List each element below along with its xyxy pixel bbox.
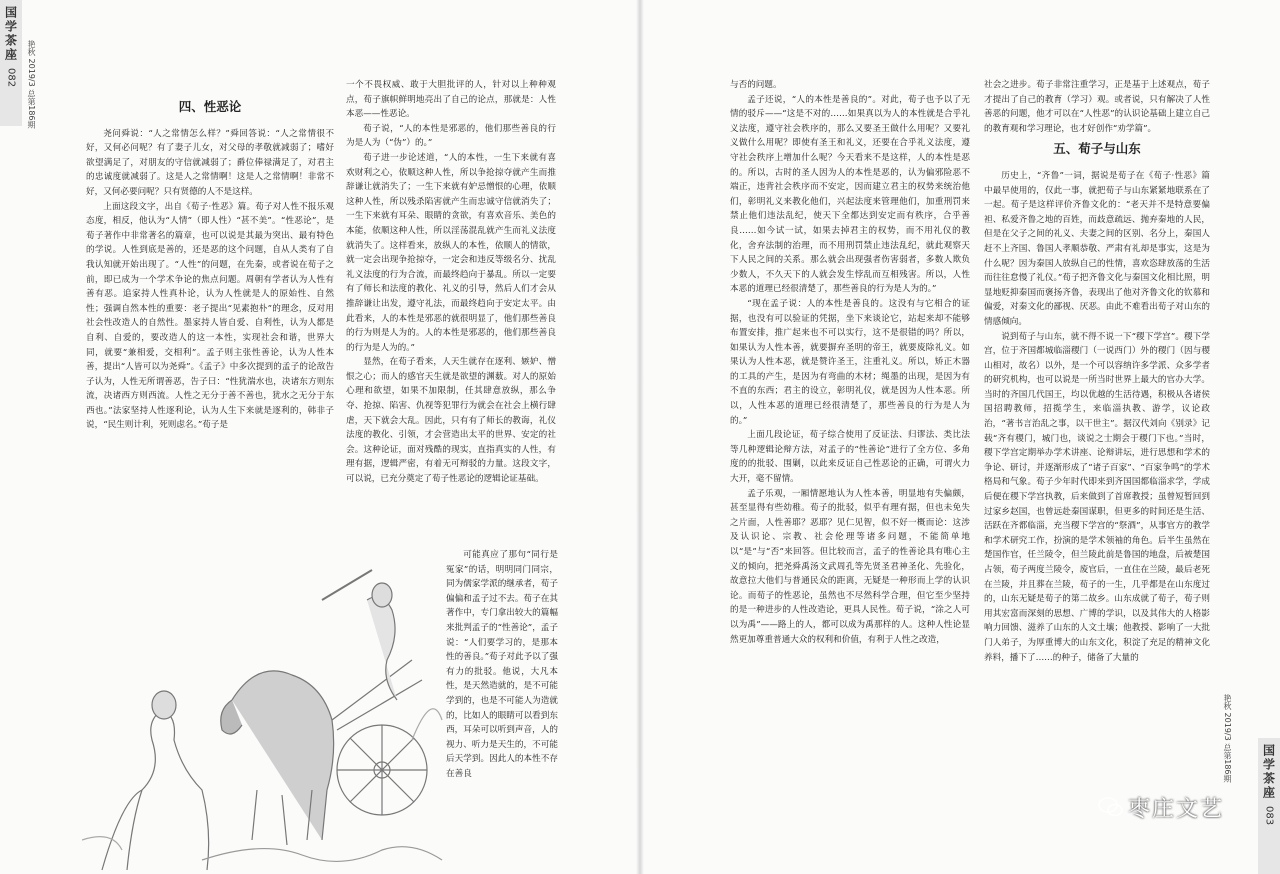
text-column-4 — [984, 78, 1210, 874]
right-issue-info: 艳秋 2019/3 总第186期 — [1223, 694, 1232, 783]
left-issue-info: 艳秋 2019/3 总第186期 — [27, 40, 36, 129]
paragraph: “现在孟子说：人的本性是善良的。这没有与它相合的证据，也没有可以验证的凭据，坐下来谈论它，站起来却不能够布置安排，推广起来也不可以实行，这不是很错的吗？所以，如果认为人性本善，就要摒弃圣明的帝王，就要废除礼义。如果认为人性本恶，就是赞许圣王，注重礼义。所以，矫正木器的工具的产生，是因为有弯曲的木材；绳墨的出现，是因为有不直的东西；君主的设立，彰明礼仪，就是因为人性本恶。所以，人性本恶的道理已经很清楚了，那些善良的行为是人为的。” — [730, 298, 970, 426]
text-column-1 — [86, 94, 334, 564]
right-tab-title: 国学茶座 — [1261, 744, 1276, 800]
paragraph: 上面这段文字，出自《荀子·性恶》篇。荀子对人性不报乐观态度，相反，他认为“人情”（即人性）“甚不美”。“性恶论”，是荀子著作中非常著名的篇章，也可以说是其最为突出、最有特色的学说。人性到底是善的，还是恶的这个问题，自从人类有了自我认知就开始出现了。“人性”的问题，在先秦，或者说在荀子之前，即已成为一个学术争论的焦点问题。周朝有学者认为人性有善有恶。追家持人性真朴论，认为人性就是人的原始性、自然性；强调自然本性的重要：老子提出“见素抱朴”的理念，反对用社会性改造人的自然性。墨家持人皆自爱、自利性，认为人都是自利、自爱的，要改造人的这一本性，实现社会和谐，世界大同，就要“兼相爱，交相利”。孟子则主张性善论，认为人性本善，提出“人皆可以为尧舜”。《孟子》中多次提到的孟子的论敌告子认为，人性无所谓善恶，告子曰：“性犹湍水也，决诸东方则东流，决诸西方则西流。人性之无分于善不善也，犹水之无分于东西也。”法家坚持人性逐利论，认为人生下来就是逐利的，韩非子说，“民生则计利，死则虑名。”荀子是 — [86, 201, 334, 431]
paragraph: 说到荀子与山东，就不得不说一下“稷下学宫”。稷下学宫，位于齐国都城临淄稷门（一说西门）外的稷门（因与稷山相对，故名）以外，是一个可以容纳许多学派、众多学者的研究机构，也可以说是一所当时世界上最大的官办大学。当时的齐国几代国王，均以优越的生活待遇，积极从各诸侯国招聘教师，招揽学生，来临淄执教、游学，议论政治，“著书言治乱之事，以干世主”。据汉代刘向《别录》记载“齐有稷门，城门也，谈说之士期会于稷门下也。”当时，稷下学宫定期举办学术讲座、论辩讲坛，进行思想和学术的争论、研讨，并逐渐形成了“诸子百家”、“百家争鸣”的学术格局和气象。荀子少年时代即来到齐国国都临淄求学，学成后便在稷下学宫执教，后来做到了首席教授；虽曾短暂回到过家乡赵国，也曾远赴秦国谋职，但更多的时间还是生活、活跃在齐都临淄，充当稷下学宫的“祭酒”，从事官方的教学和学术研究工作，扮演的是学术领袖的角色。后半生虽然在楚国作官，任兰陵令，但兰陵此前是鲁国的地盘，后被楚国占领，荀子两度兰陵令，废官后，一直住在兰陵，最后老死在兰陵，并且葬在兰陵，荀子的一生，几乎都是在山东度过的，山东无疑是荀子的第二故乡。山东成就了荀子，荀子则用其宏富而深刻的思想、广博的学识，以及其伟大的人格影响力回馈、滋养了山东的人文土壤；他教授、影响了一大批门人弟子，为厚重博大的山东文化，积淀了充足的精神文化养料，播下了……的种子，储备了大量的 — [984, 331, 1210, 663]
text-column-2 — [346, 78, 556, 548]
ink-illustration-horse-cart — [82, 540, 447, 874]
watermark-text: 枣庄文艺 — [1128, 797, 1225, 822]
wechat-logo-icon — [1098, 796, 1124, 818]
section-5-heading: 五、荀子与山东 — [1053, 141, 1141, 157]
text-column-2-lower — [446, 548, 558, 874]
paragraph: 可能真应了那句“同行是冤家”的话，明明同门同宗，同为儒家学派的继承者，荀子偏偏和孟子过不去。荀子在其著作中，专门拿出较大的篇幅来批判孟子的“性善论”，孟子说：“人们要学习的，是那本性的善良。”荀子对此予以了强有力的批驳。他说，大凡本性，是天然造就的，是不可能学到的，也是不可能人为造就的，比如人的眼睛可以看到东西，耳朵可以听到声音，人的视力、听力是天生的，不可能后天学到。因此人的本性不存在善良 — [446, 550, 558, 779]
section-4-heading: 四、性恶论 — [178, 99, 242, 114]
left-page-number: 082 — [5, 68, 17, 88]
paragraph: 与否的问题。 — [730, 80, 782, 90]
paragraph: 孟子乐观，一厢情愿地认为人性本善，明显地有失偏颇，甚至显得有些幼稚。荀子的批驳，似乎有理有据，但也未免失之片面，人性善耶？恶耶？见仁见智，似不好一概而论：这涉及认识论、宗教、社会伦理等诸多问题，不能简单地以“是”与“否”来回答。但比较而言，孟子的性善论具有唯心主义的倾向，把尧舜禹汤文武周孔等先贤圣君神圣化、先验化，故意拉大他们与普通民众的距离，无疑是一种形而上学的认识论。而荀子的性恶论，虽然也不尽然科学合理，但它至少坚持的是一种进步的人性改造论，更具人民性。荀子说，“涂之人可以为禹”——路上的人，都可以成为禹那样的人。这种人性论显然更加尊重普通大众的权利和价值，有利于人性之改造， — [730, 488, 970, 645]
paragraph: 社会之进步。荀子非常注重学习，正是基于上述观点，荀子才提出了自己的教育（学习）观。或者说，只有解决了人性善恶的问题，他才可以在“人性恶”的认识论基础上建立自己的教育观和学习理论，也才好创作“劝学篇”。 — [984, 80, 1210, 134]
right-page-tab — [1258, 738, 1280, 874]
paragraph: 显然，在荀子看来，人天生就存在逐利、嫉妒、憎恨之心；而人的感官天生就是欲望的渊薮。对人的原始心理和欲望，如果不加限制，任其肆意放纵，那么争夺、抢掠、陷害、仇视等犯罪行为就会在社会上横行肆虐，天下就会大乱。因此，只有有了师长的教诲，礼仪法度的教化、引领，才会营造出太平的世界、安定的社会。这种论证，面对残酷的现实，直指真实的人性，有理有据，逻辑严密，有着无可辩驳的力量。这段文字，可以说，已充分奠定了荀子性恶论的逻辑论证基础。 — [346, 357, 556, 485]
paragraph: 荀子进一步论述道，“人的本性，一生下来就有喜欢财利之心，依顺这种人性，所以争抢掠夺就产生而推辞谦让就消失了；一生下来就有妒忌憎恨的心理，依顺这种人性，所以残杀陷害就产生而忠诚守信就消失了；一生下来就有耳朵、眼睛的贪欲，有喜欢音乐、美色的本能，依顺这种人性，所以淫荡混乱就产生而礼义法度就消失了。这样看来，放纵人的本性，依顺人的情欲，就一定会出现争抢掠夺，一定会和违反等级名分、扰乱礼义法度的行为合流，而最终趋向于暴乱。所以一定要有了师长和法度的教化、礼义的引导，然后人们才会从推辞谦让出发，遵守礼法，而最终趋向于安定太平。由此看来，人的本性是邪恶的就很明显了，他们那些善良的行为则是人为的。人的本性是邪恶的，他们那些善良的行为是人为的。” — [346, 152, 556, 353]
right-page-number: 083 — [1263, 806, 1275, 826]
page-gutter — [636, 0, 644, 874]
left-tab-title: 国学茶座 — [3, 6, 18, 62]
text-column-3 — [730, 78, 970, 874]
paragraph: 一个不畏权威、敢于大胆批评的人，针对以上种种观点，荀子旗帜鲜明地亮出了自己的论点，那就是：人性本恶——性恶论。 — [346, 80, 556, 120]
left-page-tab — [0, 0, 22, 126]
paragraph: 上面几段论证，荀子综合使用了反证法、归谬法、类比法等几种逻辑论辩方法，对孟子的“性善论”进行了全方位、多角度的的批驳、围剿，以此来反证自己性恶论的正确，可谓火力大开，毫不留情。 — [730, 430, 970, 485]
paragraph: 孟子还说，“人的本性是善良的”。对此，荀子也予以了无情的驳斥——“这是不对的……如果真以为人的本性就是合乎礼义法度，遵守社会秩序的，那么又要圣王做什么用呢？又要礼义做什么用呢？即使有圣王和礼义，还要在合乎礼义法度，遵守社会秩序上增加什么呢？今天看来不是这样，人的本性是恶的。所以，古时的圣人因为人的本性是恶的，认为偏邪险恶不端正，违背社会秩序而不安定，因而建立君主的权势来统治他们，彰明礼义来教化他们，兴起法度来管理他们，加重刑罚来禁止他们违法乱纪，使天下全都达到安定而有秩序，合乎善良……如今试一试，如果去掉君主的权势，而不用礼仪的教化，舍弃法制的治理，而不用刑罚禁止违法乱纪，就此观察天下人民之间的关系。那么就会出现强者伤害弱者，多数人欺负少数人，不久天下的人就会发生悖乱而互相残害。所以，人性本恶的道理已经很清楚了，那些善良的行为是人为的。” — [730, 94, 970, 295]
paragraph: 历史上，“齐鲁”一词，据说是荀子在《荀子·性恶》篇中最早使用的，仅此一事，就把荀子与山东紧紧地联系在了一起。荀子是这样评价齐鲁文化的：“老天并不是特意要偏袒、私爱齐鲁之地的百姓，而歧意疏远、抛弃秦地的人民，但是在父子之间的礼义、夫妻之间的区别、名分上，秦国人赶不上齐国、鲁国人孝顺恭敬、严肃有礼却是事实，这是为什么呢？因为秦国人放纵自己的性情，喜欢恣肆放荡的生活而往往怠慢了礼仪。”荀子把齐鲁文化与秦国文化相比照，明显地贬抑秦国而褒扬齐鲁，表现出了他对齐鲁文化的钦慕和偏爱，对秦文化的鄙视、厌恶。由此不难看出荀子对山东的情感倾向。 — [984, 170, 1210, 327]
paragraph: 尧问舜说：“人之常情怎么样？”舜回答说：“人之常情很不好，又何必问呢？有了妻子儿女，对父母的孝敬就减弱了；嗜好欲望满足了，对朋友的守信就减弱了；爵位俸禄满足了，对君主的忠诚度就减弱了。这是人之常情啊！这是人之常情啊！非常不好，又何必要问呢？只有贤德的人不是这样。 — [86, 128, 334, 197]
paragraph: 荀子说，“人的本性是邪恶的，他们那些善良的行为是人为（“伪”）的。” — [346, 123, 556, 149]
